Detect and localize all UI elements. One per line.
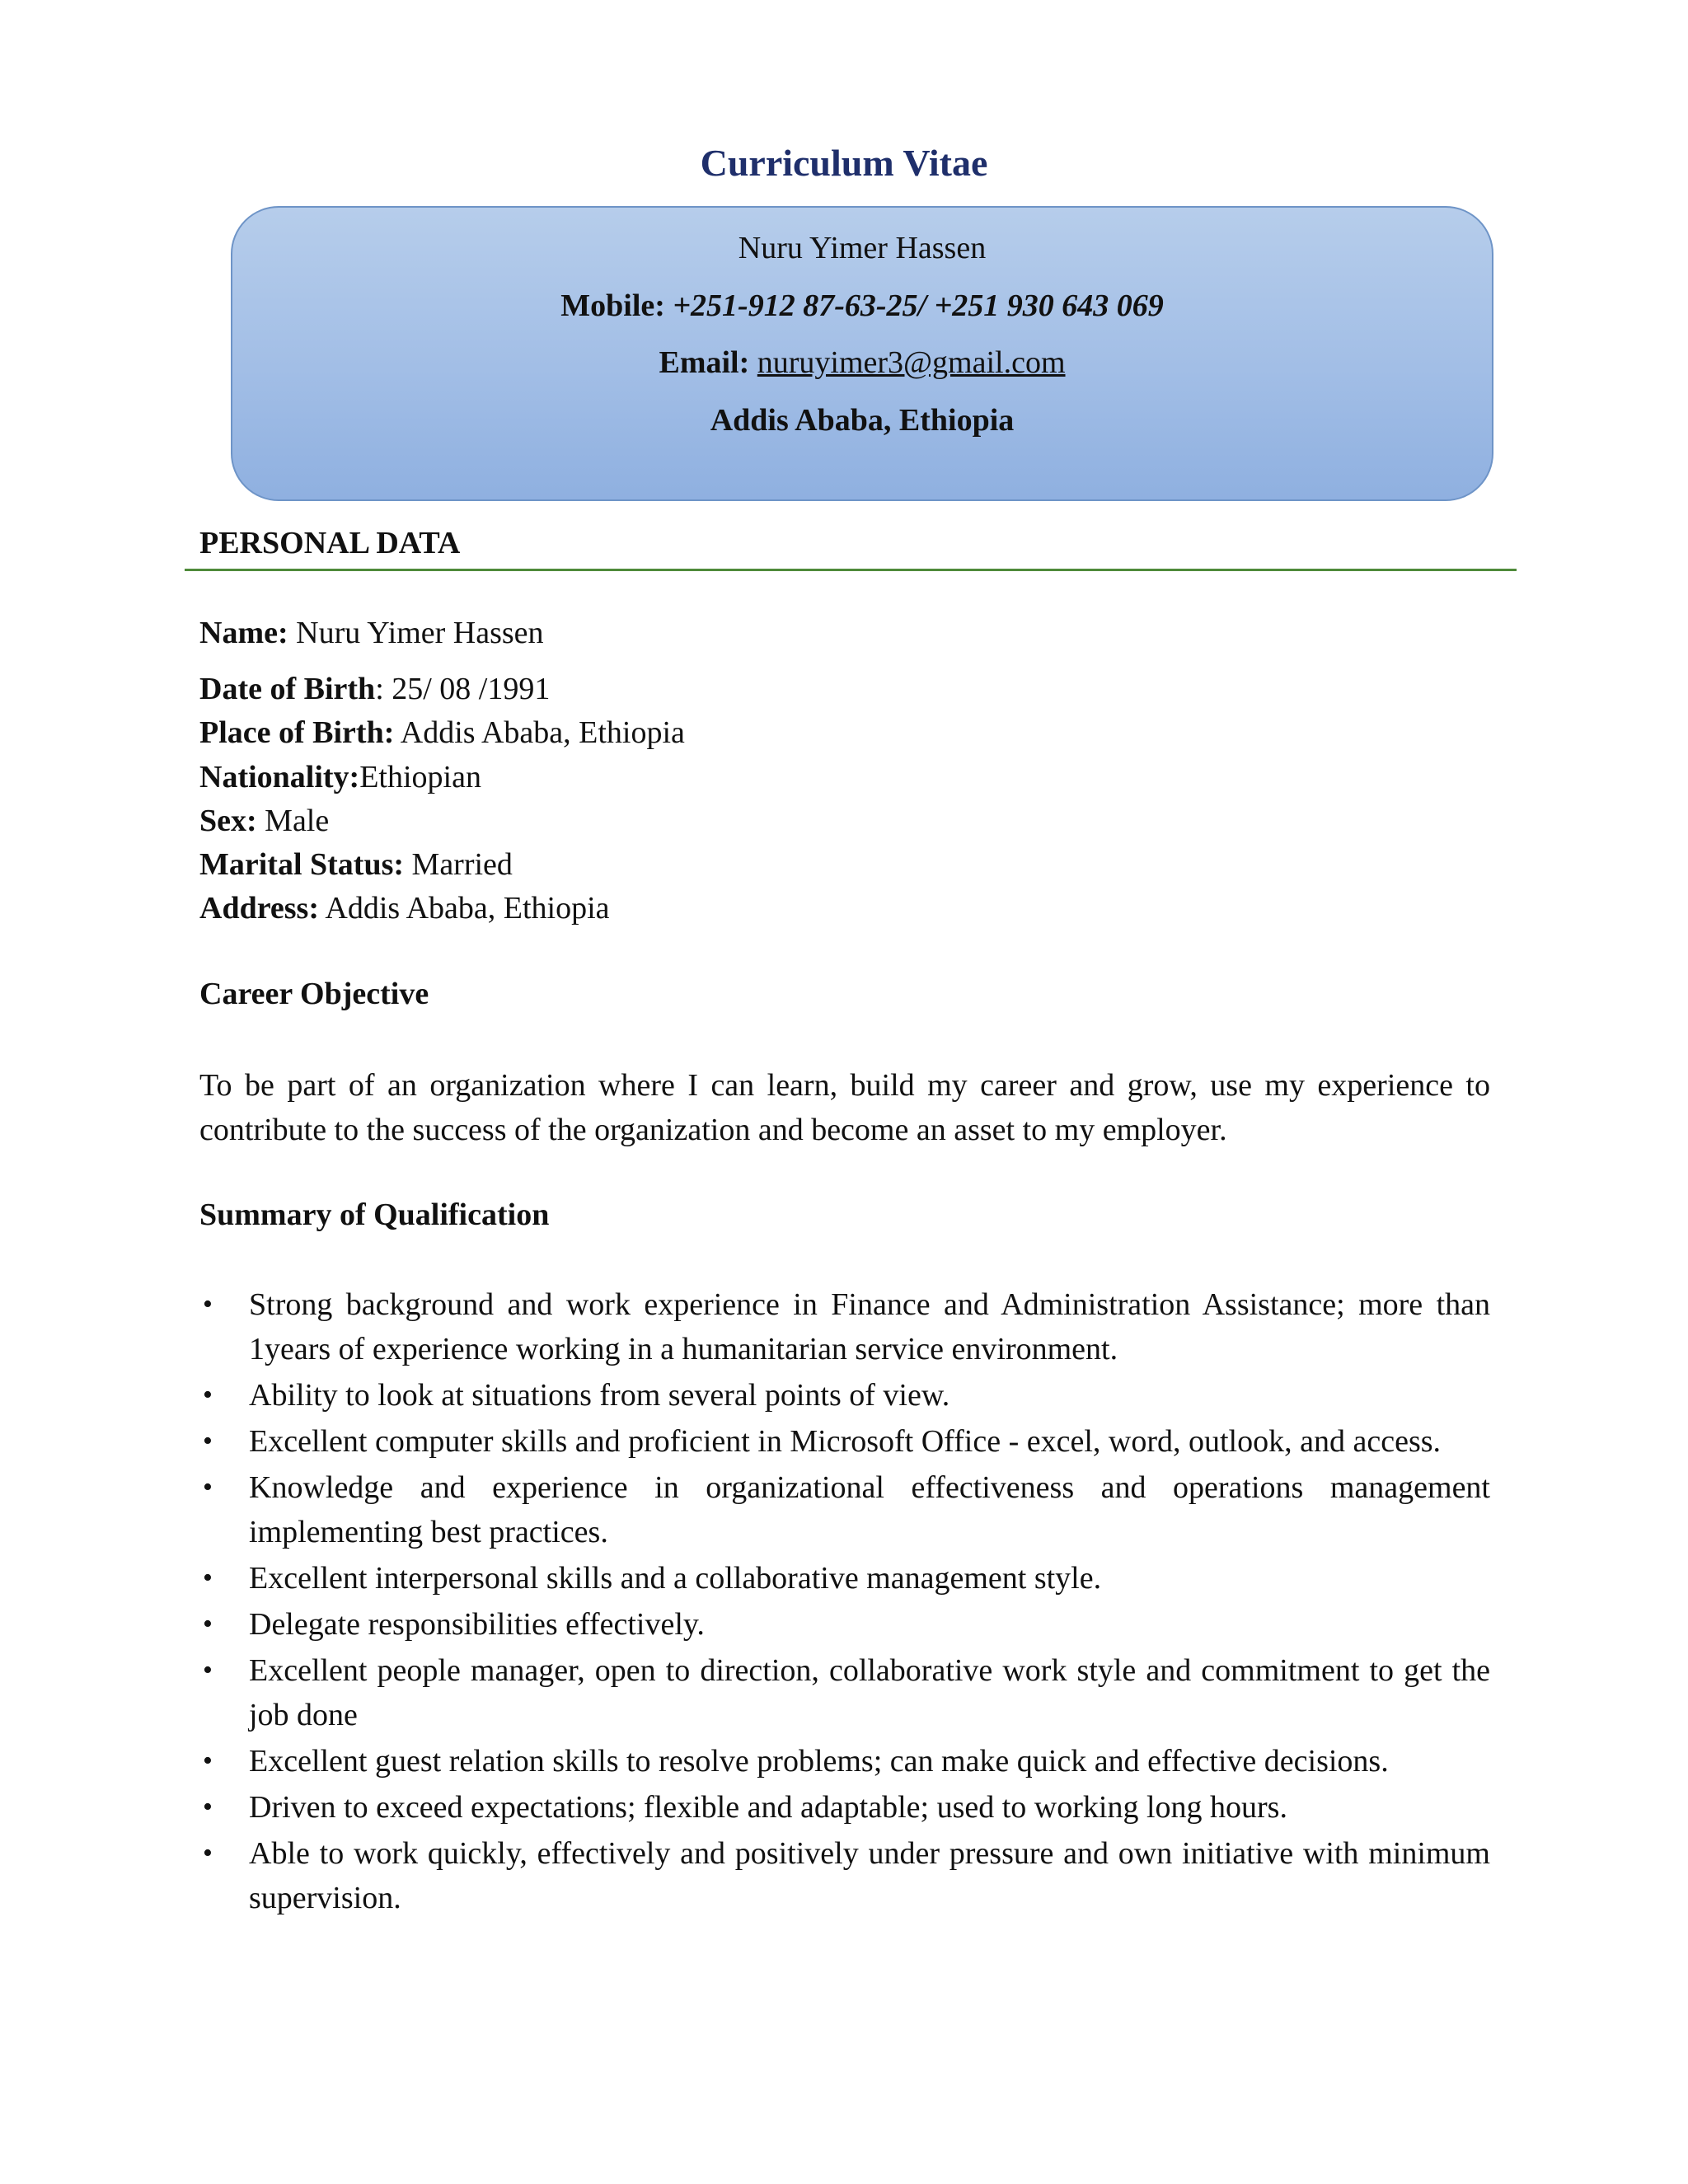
bullet-icon: • — [203, 1563, 213, 1593]
list-item-text: Excellent guest relation skills to resolve problems; can make quick and effective decisions. — [249, 1744, 1389, 1779]
field-sex — [199, 800, 329, 841]
field-marital-value: Married — [404, 847, 513, 882]
field-place-of-birth — [199, 712, 685, 753]
field-name — [199, 612, 544, 654]
mobile-label: Mobile: — [560, 288, 665, 323]
list-item — [199, 1739, 1490, 1783]
list-item-text: Able to work quickly, effectively and positively under pressure and own initiative with minimum supervision. — [249, 1836, 1490, 1915]
email-label: Email: — [659, 345, 750, 380]
field-dob-label: Date of Birth — [199, 672, 376, 706]
list-item — [199, 1602, 1490, 1647]
field-nationality-label: Nationality: — [199, 760, 360, 794]
bullet-icon: • — [203, 1472, 213, 1502]
bullet-icon: • — [203, 1792, 213, 1822]
field-pob-label: Place of Birth: — [199, 715, 395, 750]
list-item-text: Driven to exceed expectations; flexible and adaptable; used to working long hours. — [249, 1790, 1287, 1825]
list-item — [199, 1282, 1490, 1371]
qualification-list — [199, 1282, 1490, 1922]
field-address-label: Address: — [199, 891, 319, 926]
list-item-text: Knowledge and experience in organizational effectiveness and operations management implementing best practices. — [249, 1470, 1490, 1549]
contact-email — [232, 342, 1492, 383]
list-item-text: Delegate responsibilities effectively. — [249, 1607, 705, 1642]
bullet-icon: • — [203, 1746, 213, 1776]
field-marital-label: Marital Status: — [199, 847, 405, 882]
list-item — [199, 1648, 1490, 1737]
contact-address: Addis Ababa, Ethiopia — [710, 403, 1015, 438]
field-address — [199, 888, 610, 929]
bullet-icon: • — [203, 1380, 213, 1410]
field-name-label: Name: — [199, 616, 288, 650]
field-date-of-birth — [199, 668, 550, 710]
contact-box — [231, 206, 1493, 501]
field-nationality — [199, 757, 481, 798]
field-sex-value: Male — [256, 804, 330, 838]
list-item — [199, 1831, 1490, 1920]
list-item — [199, 1785, 1490, 1830]
list-item — [199, 1419, 1490, 1464]
contact-name: Nuru Yimer Hassen — [738, 231, 987, 265]
document-title: Curriculum Vitae — [700, 142, 988, 184]
email-link[interactable]: nuruyimer3@gmail.com — [757, 345, 1066, 380]
field-dob-value: : 25/ 08 /1991 — [375, 672, 551, 706]
contact-mobile — [232, 285, 1492, 326]
list-item-text: Ability to look at situations from several points of view. — [249, 1378, 950, 1413]
bullet-icon: • — [203, 1426, 213, 1456]
mobile-value: +251-912 87-63-25/ +251 930 643 069 — [673, 288, 1164, 323]
section-divider — [185, 569, 1517, 571]
field-nationality-value: Ethiopian — [359, 760, 481, 794]
list-item-text: Strong background and work experience in Finance and Administration Assistance; more than 1years of experience working in a humanitarian service environment. — [249, 1287, 1490, 1366]
list-item-text: Excellent people manager, open to direction, collaborative work style and commitment to get the job done — [249, 1653, 1490, 1732]
summary-heading: Summary of Qualification — [199, 1197, 550, 1232]
career-objective-text: To be part of an organization where I can learn, build my career and grow, use my experience to contribute to the success of the organization and become an asset to my employer. — [199, 1068, 1490, 1147]
bullet-icon: • — [203, 1655, 213, 1685]
bullet-icon: • — [203, 1609, 213, 1639]
field-sex-label: Sex: — [199, 804, 257, 838]
list-item — [199, 1465, 1490, 1554]
field-address-value: Addis Ababa, Ethiopia — [319, 891, 610, 926]
list-item-text: Excellent interpersonal skills and a collaborative management style. — [249, 1561, 1102, 1596]
field-pob-value: Addis Ababa, Ethiopia — [394, 715, 685, 750]
list-item — [199, 1373, 1490, 1418]
personal-data-heading: PERSONAL DATA — [199, 526, 461, 560]
career-objective-heading: Career Objective — [199, 977, 429, 1011]
bullet-icon: • — [203, 1289, 213, 1319]
field-marital-status — [199, 844, 513, 885]
bullet-icon: • — [203, 1838, 213, 1868]
list-item-text: Excellent computer skills and proficient in Microsoft Office - excel, word, outlook, and access. — [249, 1424, 1442, 1459]
list-item — [199, 1556, 1490, 1601]
field-name-value: Nuru Yimer Hassen — [288, 616, 544, 650]
